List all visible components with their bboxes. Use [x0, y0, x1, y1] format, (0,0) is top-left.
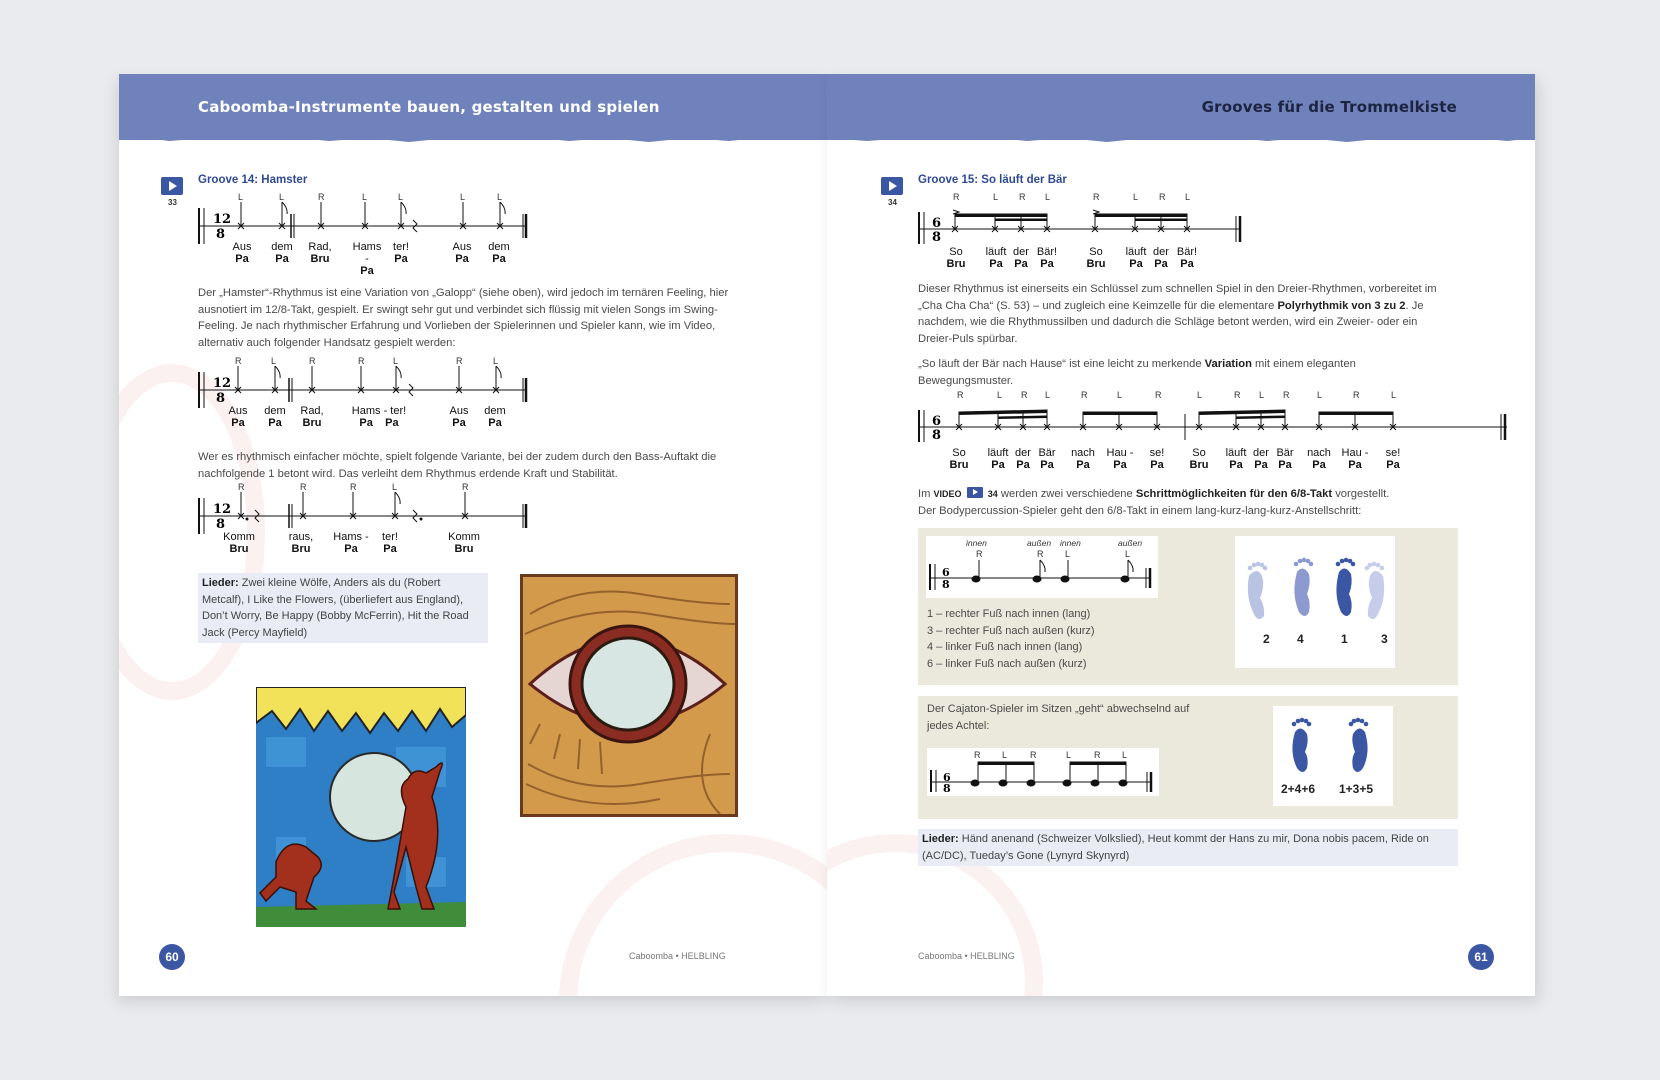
- video-play-icon[interactable]: [967, 487, 983, 498]
- lyric-syllable: Hau - Pa: [1341, 447, 1369, 471]
- lyric-syllable: Hams - Pa: [333, 531, 369, 555]
- step-item: 1 – rechter Fuß nach innen (lang): [927, 608, 1091, 620]
- lyric-syllable: läuft Pa: [985, 246, 1007, 270]
- footprint-card: [1235, 536, 1395, 668]
- lyric-syllable: ter! Pa: [382, 531, 398, 555]
- track-number: 34: [888, 198, 897, 207]
- hand-label: L: [493, 356, 499, 366]
- lyric-syllable: Aus Pa: [449, 405, 469, 429]
- lyric-syllable: dem Pa: [271, 241, 293, 265]
- lyric-syllable: se! Pa: [1385, 447, 1401, 471]
- figures-painting: [256, 687, 466, 927]
- hand-label: L: [997, 390, 1003, 400]
- hand-label: R: [1093, 192, 1100, 202]
- hand-label: L: [1065, 549, 1071, 559]
- songs-box: Lieder: Händ anenand (Schweizer Volkslied), Heut kommt der Hans zu mir, Dona nobis pacem, Ride on (AC/DC), Tueday’s Gone (Lynyrd Skynyrd): [918, 829, 1458, 866]
- hand-label: L: [271, 356, 277, 366]
- hand-label: R: [1283, 390, 1290, 400]
- hand-label: L: [460, 192, 466, 202]
- hand-label: R: [300, 482, 307, 492]
- footprint-card: [1273, 706, 1393, 806]
- left-page: [119, 74, 827, 996]
- torn-edge: [827, 128, 1535, 148]
- svg-text:6: 6: [932, 414, 942, 429]
- lyric-syllable: Komm Bru: [223, 531, 255, 555]
- hand-label: R: [462, 482, 469, 492]
- step-item: 6 – linker Fuß nach außen (kurz): [927, 657, 1087, 670]
- direction-label: außen: [1027, 538, 1052, 548]
- lyric-syllable: Bär! Pa: [1036, 246, 1058, 270]
- hand-label: L: [993, 192, 999, 202]
- header-banner: [119, 74, 827, 140]
- hand-label: L: [1185, 192, 1191, 202]
- lyric-syllable: Aus Pa: [452, 241, 472, 265]
- hand-label: R: [1155, 390, 1162, 400]
- exercise-box: [918, 528, 1458, 685]
- step-list: [927, 606, 1095, 672]
- svg-text:6: 6: [932, 216, 942, 231]
- hand-label: L: [1125, 549, 1131, 559]
- hand-label: R: [350, 482, 357, 492]
- hand-label: R: [1030, 750, 1037, 760]
- hand-label: R: [1159, 192, 1166, 202]
- lyric-syllable: raus, Bru: [288, 531, 314, 555]
- hand-label: L: [1066, 750, 1072, 760]
- lyric-syllable: ter! Pa: [393, 241, 409, 265]
- track-number: 33: [168, 198, 177, 207]
- hand-label: R: [456, 356, 463, 366]
- lyric-syllable: Bär Pa: [1276, 447, 1294, 471]
- svg-text:8: 8: [942, 578, 950, 591]
- footer-credit: Caboomba • HELBLING: [918, 951, 1015, 961]
- lyric-syllable: Rad, Bru: [308, 241, 332, 265]
- hand-label: L: [398, 192, 404, 202]
- hand-label: L: [1045, 192, 1051, 202]
- step-item: 4 – linker Fuß nach innen (lang): [927, 641, 1083, 654]
- foot-number: 3: [1381, 632, 1388, 646]
- svg-text:12: 12: [213, 502, 232, 517]
- hand-label: R: [976, 549, 983, 559]
- notation-card: [927, 748, 1159, 796]
- svg-text:8: 8: [216, 517, 226, 532]
- hand-label: R: [953, 192, 960, 202]
- lyric-syllable: der Pa: [1015, 447, 1031, 471]
- lyric-syllable: dem Pa: [484, 405, 506, 429]
- right-page: [827, 74, 1535, 996]
- hand-label: L: [1002, 750, 1008, 760]
- foot-number: 1: [1341, 632, 1348, 646]
- play-icon[interactable]: [161, 177, 183, 195]
- svg-text:8: 8: [932, 428, 942, 443]
- hand-label: L: [238, 192, 244, 202]
- hand-label: R: [1037, 549, 1044, 559]
- lyric-syllable: Hau - Pa: [1106, 447, 1134, 471]
- footprints-icon: [1235, 536, 1395, 668]
- hand-label: L: [1122, 750, 1128, 760]
- hand-label: L: [392, 482, 398, 492]
- lyric-syllable: Bär Pa: [1038, 447, 1056, 471]
- hand-label: R: [974, 750, 981, 760]
- lyric-syllable: Aus Pa: [232, 241, 252, 265]
- hand-label: L: [1317, 390, 1323, 400]
- hand-label: L: [279, 192, 285, 202]
- hand-label: R: [1019, 192, 1026, 202]
- page-number: 61: [1468, 944, 1494, 970]
- direction-label: innen: [966, 538, 987, 548]
- foot-number: 2: [1263, 632, 1270, 646]
- groove-title: Groove 15: So läuft der Bär: [918, 174, 1067, 186]
- lyric-syllable: nach Pa: [1307, 447, 1331, 471]
- lyric-syllable: Hams - Pa: [352, 241, 382, 277]
- lyric-syllable: dem Pa: [488, 241, 510, 265]
- svg-text:6: 6: [942, 566, 950, 579]
- hand-label: L: [1197, 390, 1203, 400]
- lyric-syllable: So Bru: [949, 447, 969, 471]
- groove-title: Groove 14: Hamster: [198, 174, 308, 186]
- lyric-syllable: So Bru: [1189, 447, 1209, 471]
- lyric-syllable: läuft Pa: [1225, 447, 1247, 471]
- torn-edge: [119, 128, 827, 148]
- lyric-syllable: der Pa: [1153, 246, 1169, 270]
- figures-artwork: [256, 687, 466, 927]
- rhythm-staff: [915, 202, 1250, 252]
- paragraph: Wer es rhythmisch einfacher möchte, spielt folgende Variante, bei der zudem durch den Bass-Auftakt die nachfolgende 1 betont wird. Das verleiht dem Rhythmus erdende Kraft und Stabilität.: [198, 451, 717, 480]
- box-text: Der Cajaton-Spieler im Sitzen „geht“ abwechselnd auf jedes Achtel:: [927, 703, 1190, 732]
- hand-label: R: [1094, 750, 1101, 760]
- paragraph: Der „Hamster“-Rhythmus ist eine Variation von „Galopp“ (siehe oben), wird jedoch im ternären Feeling, hier ausnotiert im 12/8-Takt, gespielt. Er swingt sehr gut und verbindet sich flüssig mit vielen Songs im Swing-Feeling. Je nach rhythmischer Erfahrung und Vorlieben der Spielerinnen und Spieler kann, wie im Video, alternativ auch folgender Handsatz gespielt werden:: [198, 287, 729, 349]
- svg-text:8: 8: [216, 391, 226, 406]
- decorative-circle: [559, 834, 827, 996]
- rhythm-staff: [915, 400, 1515, 452]
- hand-label: R: [358, 356, 365, 366]
- lyric-syllable: läuft Pa: [1125, 246, 1147, 270]
- eye-painting: [520, 574, 738, 817]
- step-item: 3 – rechter Fuß nach außen (kurz): [927, 624, 1095, 637]
- lyric-syllable: Bär! Pa: [1176, 246, 1198, 270]
- hand-label: R: [235, 356, 242, 366]
- lyric-syllable: Rad, Bru: [300, 405, 324, 429]
- eye-artwork: [520, 574, 738, 817]
- lyric-syllable: dem Pa: [264, 405, 286, 429]
- svg-text:12: 12: [213, 212, 232, 227]
- lyric-syllable: se! Pa: [1149, 447, 1165, 471]
- foot-count-label: 1+3+5: [1339, 782, 1374, 796]
- hand-label: R: [318, 192, 325, 202]
- lyric-syllable: So Bru: [946, 246, 966, 270]
- lyric-syllable: läuft Pa: [987, 447, 1009, 471]
- hand-label: L: [1259, 390, 1265, 400]
- paragraph: Im VIDEO 34 werden zwei verschiedene Schrittmöglichkeiten für den 6/8-Takt vorgestellt. Der Bodypercussion-Spieler geht den 6/8-Takt in einem lang-kurz-lang-kurz-Anstellschritt:: [918, 488, 1390, 517]
- lyric-syllable: Aus Pa: [228, 405, 248, 429]
- hand-label: L: [497, 192, 503, 202]
- footer-credit: Caboomba • HELBLING: [629, 951, 726, 961]
- notation-card: [926, 536, 1158, 598]
- hand-label: R: [1021, 390, 1028, 400]
- header-banner: [827, 74, 1535, 140]
- hand-label: L: [1133, 192, 1139, 202]
- direction-label: innen: [1060, 538, 1081, 548]
- hand-label: L: [1117, 390, 1123, 400]
- hand-label: R: [1353, 390, 1360, 400]
- hand-label: L: [393, 356, 399, 366]
- foot-count-label: 2+4+6: [1281, 782, 1316, 796]
- hand-label: R: [1234, 390, 1241, 400]
- play-icon[interactable]: [881, 177, 903, 195]
- lyric-syllable: Hams - ter! Pa Pa: [351, 405, 407, 429]
- lyric-syllable: der Pa: [1013, 246, 1029, 270]
- hand-label: R: [1081, 390, 1088, 400]
- svg-text:8: 8: [216, 227, 226, 242]
- lyric-syllable: der Pa: [1253, 447, 1269, 471]
- direction-label: außen: [1118, 538, 1143, 548]
- svg-text:8: 8: [932, 230, 942, 245]
- svg-text:12: 12: [213, 376, 232, 391]
- foot-number: 4: [1297, 632, 1304, 646]
- hand-label: R: [238, 482, 245, 492]
- hand-label: R: [957, 390, 964, 400]
- chapter-title: Caboomba-Instrumente bauen, gestalten und spielen: [198, 98, 660, 116]
- hand-label: R: [309, 356, 316, 366]
- hand-label: L: [362, 192, 368, 202]
- paragraph: Dieser Rhythmus ist einerseits ein Schlüssel zum schnellen Spiel in den Dreier-Rhythmen, vorbereitet im „Cha Cha Cha“ (S. 53) – und zugleich eine Keimzelle für die elementare Polyrhythmik von 3 zu 2. Je nachdem, wie die Rhythmussilben und dadurch die Schläge betont werden, wird ein Zweier- oder ein Dreier-Puls spürbar.: [918, 283, 1437, 345]
- svg-text:8: 8: [943, 782, 951, 795]
- chapter-title: Grooves für die Trommelkiste: [1201, 98, 1457, 116]
- lyric-syllable: Komm Bru: [448, 531, 480, 555]
- svg-text:6: 6: [943, 771, 951, 784]
- songs-box: Lieder: Zwei kleine Wölfe, Anders als du (Robert Metcalf), I Like the Flowers, (überliefert aus England), Don’t Worry, Be Happy (Bobby McFerrin), Hit the Road Jack (Percy Mayfield): [198, 573, 488, 643]
- paragraph: „So läuft der Bär nach Hause“ ist eine leicht zu merkende Variation mit einem eleganten Bewegungsmuster.: [918, 358, 1356, 387]
- lyric-syllable: So Bru: [1086, 246, 1106, 270]
- exercise-box: [918, 696, 1458, 819]
- hand-label: L: [1045, 390, 1051, 400]
- lyric-syllable: nach Pa: [1071, 447, 1095, 471]
- hand-label: L: [1391, 390, 1397, 400]
- page-number: 60: [159, 944, 185, 970]
